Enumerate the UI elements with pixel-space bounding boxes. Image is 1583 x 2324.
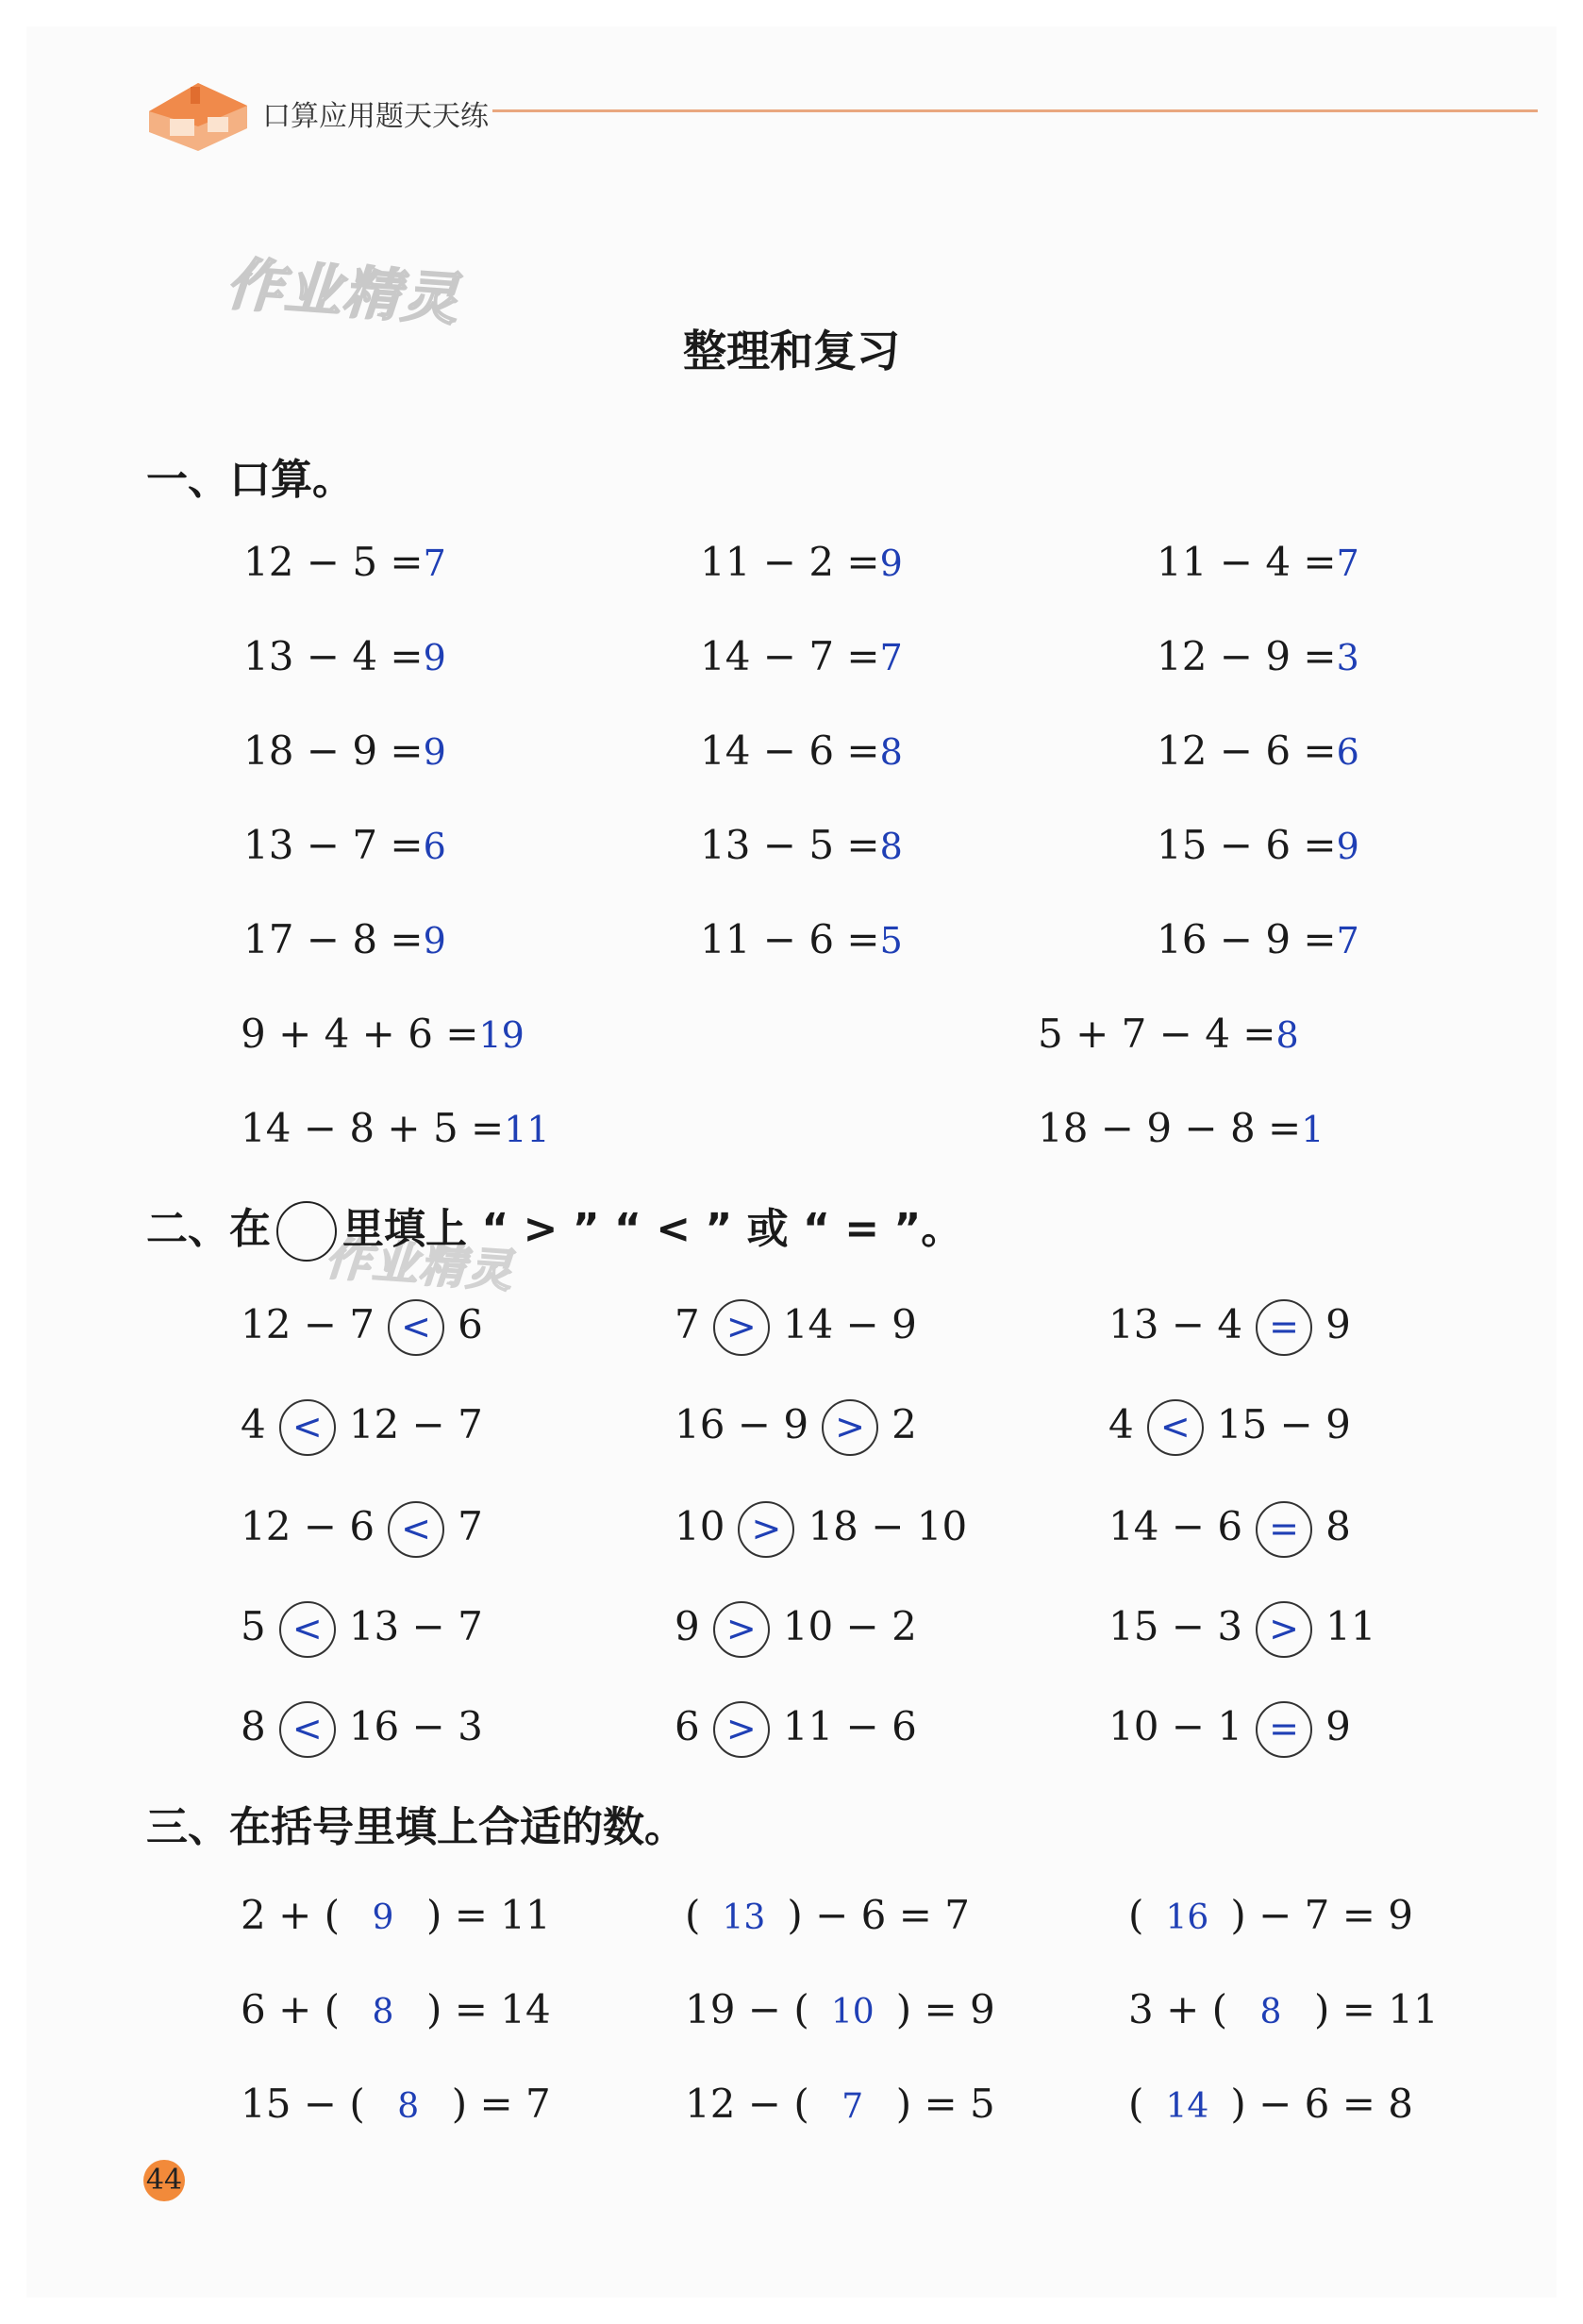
compare-item bbox=[675, 1296, 917, 1356]
house-icon bbox=[142, 74, 257, 153]
bracket-answer: 8 bbox=[372, 1993, 394, 2031]
oral-calc-item bbox=[700, 911, 903, 969]
oral-calc-item bbox=[243, 817, 446, 875]
compare-right: 11 bbox=[1325, 1603, 1376, 1649]
compare-right: 15 − 9 bbox=[1216, 1401, 1351, 1447]
bracket-pre: 19 − ( bbox=[685, 1986, 809, 2032]
compare-item bbox=[1108, 1396, 1351, 1456]
compare-left: 8 bbox=[241, 1703, 266, 1749]
fill-bracket-item bbox=[241, 1887, 551, 1947]
bracket-post: ) = 7 bbox=[451, 2081, 551, 2127]
compare-answer-circle: < bbox=[279, 1601, 336, 1658]
oral-calc-item bbox=[1038, 1006, 1299, 1063]
bracket-post: ) = 11 bbox=[1314, 1986, 1439, 2032]
calc-answer: 6 bbox=[423, 826, 446, 867]
calc-answer: 3 bbox=[1336, 637, 1359, 678]
blank-circle-icon bbox=[276, 1201, 337, 1262]
fill-bracket-item bbox=[1128, 1887, 1413, 1947]
calc-expression: 5 + 7 − 4 = bbox=[1038, 1011, 1276, 1057]
compare-answer-circle: > bbox=[822, 1399, 878, 1456]
compare-left: 9 bbox=[675, 1603, 700, 1649]
compare-right: 9 bbox=[1325, 1703, 1351, 1749]
calc-answer: 1 bbox=[1301, 1109, 1325, 1150]
compare-left: 15 − 3 bbox=[1108, 1603, 1243, 1649]
compare-right: 13 − 7 bbox=[348, 1603, 483, 1649]
fill-bracket-item bbox=[685, 2076, 995, 2135]
compare-right: 14 − 9 bbox=[782, 1301, 917, 1347]
oral-calc-item bbox=[243, 911, 446, 969]
calc-expression: 12 − 6 = bbox=[1157, 727, 1337, 774]
compare-item bbox=[241, 1296, 483, 1356]
bracket-pre: 15 − ( bbox=[241, 2081, 365, 2127]
bracket-answer: 7 bbox=[841, 2087, 864, 2126]
calc-expression: 18 − 9 − 8 = bbox=[1038, 1105, 1302, 1151]
calc-answer: 11 bbox=[504, 1109, 550, 1150]
compare-right: 7 bbox=[458, 1503, 483, 1549]
calc-expression: 17 − 8 = bbox=[243, 916, 424, 962]
calc-expression: 12 − 5 = bbox=[243, 539, 424, 585]
compare-answer-circle: > bbox=[713, 1701, 770, 1758]
compare-item bbox=[675, 1498, 967, 1558]
compare-left: 10 bbox=[675, 1503, 725, 1549]
compare-item bbox=[241, 1698, 483, 1758]
section-2-heading bbox=[146, 1195, 962, 1262]
bracket-answer: 8 bbox=[1259, 1993, 1282, 2031]
compare-left: 13 − 4 bbox=[1108, 1301, 1243, 1347]
compare-item bbox=[1108, 1296, 1351, 1356]
calc-answer: 7 bbox=[879, 637, 903, 678]
compare-item bbox=[1108, 1598, 1376, 1658]
compare-right: 8 bbox=[1325, 1503, 1351, 1549]
calc-expression: 16 − 9 = bbox=[1157, 916, 1337, 962]
section-3-heading: 三、在括号里填上合适的数。 bbox=[146, 1803, 686, 1851]
calc-answer: 9 bbox=[423, 731, 446, 773]
compare-answer-circle: < bbox=[279, 1701, 336, 1758]
fill-bracket-item bbox=[685, 1981, 995, 2041]
compare-item bbox=[241, 1598, 483, 1658]
compare-right: 10 − 2 bbox=[782, 1603, 917, 1649]
calc-answer: 5 bbox=[879, 920, 903, 961]
oral-calc-item bbox=[1038, 1100, 1324, 1158]
bracket-answer: 9 bbox=[372, 1898, 394, 1937]
fill-bracket-item bbox=[1128, 2076, 1413, 2135]
compare-left: 4 bbox=[1108, 1401, 1134, 1447]
calc-answer: 8 bbox=[879, 731, 903, 773]
compare-left: 14 − 6 bbox=[1108, 1503, 1243, 1549]
calc-answer: 7 bbox=[1336, 543, 1359, 584]
bracket-answer: 16 bbox=[1165, 1898, 1209, 1937]
compare-left: 12 − 6 bbox=[241, 1503, 375, 1549]
compare-answer-circle: = bbox=[1256, 1501, 1312, 1558]
bracket-pre: ( bbox=[1128, 2081, 1144, 2127]
calc-answer: 19 bbox=[478, 1014, 525, 1056]
bracket-post: ) = 14 bbox=[426, 1986, 551, 2032]
section-2-heading-post: 里填上 “ > ” “ < ” 或 “ = ”。 bbox=[342, 1205, 963, 1253]
calc-answer: 6 bbox=[1336, 731, 1359, 773]
oral-calc-item bbox=[241, 1100, 550, 1158]
compare-item bbox=[675, 1698, 917, 1758]
compare-right: 2 bbox=[891, 1401, 917, 1447]
calc-answer: 8 bbox=[1275, 1014, 1299, 1056]
oral-calc-item bbox=[1157, 534, 1359, 592]
bracket-post: ) − 6 = 7 bbox=[787, 1892, 971, 1938]
fill-bracket-item bbox=[685, 1887, 970, 1947]
calc-expression: 9 + 4 + 6 = bbox=[241, 1011, 479, 1057]
bracket-post: ) − 6 = 8 bbox=[1230, 2081, 1414, 2127]
oral-calc-item bbox=[1157, 628, 1359, 686]
calc-answer: 7 bbox=[423, 543, 446, 584]
fill-bracket-item bbox=[1128, 1981, 1439, 2041]
calc-expression: 18 − 9 = bbox=[243, 727, 424, 774]
bracket-answer: 14 bbox=[1165, 2087, 1209, 2126]
calc-expression: 12 − 9 = bbox=[1157, 633, 1337, 679]
oral-calc-item bbox=[243, 628, 446, 686]
bracket-answer: 8 bbox=[397, 2087, 420, 2126]
compare-right: 16 − 3 bbox=[348, 1703, 483, 1749]
compare-answer-circle: > bbox=[713, 1299, 770, 1356]
oral-calc-item bbox=[1157, 911, 1359, 969]
page-header bbox=[142, 74, 1538, 149]
calc-answer: 9 bbox=[423, 920, 446, 961]
compare-answer-circle: = bbox=[1256, 1701, 1312, 1758]
oral-calc-item bbox=[700, 817, 903, 875]
fill-bracket-item bbox=[241, 1981, 551, 2041]
bracket-post: ) = 5 bbox=[895, 2081, 995, 2127]
bracket-post: ) = 9 bbox=[895, 1986, 995, 2032]
compare-right: 9 bbox=[1325, 1301, 1351, 1347]
calc-expression: 11 − 2 = bbox=[700, 539, 880, 585]
compare-item bbox=[675, 1598, 917, 1658]
calc-answer: 8 bbox=[879, 826, 903, 867]
bracket-pre: 6 + ( bbox=[241, 1986, 340, 2032]
bracket-pre: 2 + ( bbox=[241, 1892, 340, 1938]
compare-answer-circle: < bbox=[279, 1399, 336, 1456]
calc-expression: 13 − 4 = bbox=[243, 633, 424, 679]
compare-answer-circle: = bbox=[1256, 1299, 1312, 1356]
compare-right: 12 − 7 bbox=[348, 1401, 483, 1447]
oral-calc-item bbox=[700, 628, 903, 686]
compare-answer-circle: < bbox=[388, 1299, 444, 1356]
calc-expression: 11 − 6 = bbox=[700, 916, 880, 962]
compare-left: 10 − 1 bbox=[1108, 1703, 1243, 1749]
calc-expression: 13 − 7 = bbox=[243, 822, 424, 868]
section-1-heading: 一、口算。 bbox=[146, 456, 354, 504]
calc-answer: 9 bbox=[1336, 826, 1359, 867]
bracket-pre: 12 − ( bbox=[685, 2081, 809, 2127]
bracket-pre: ( bbox=[1128, 1892, 1144, 1938]
compare-item bbox=[241, 1396, 483, 1456]
compare-right: 11 − 6 bbox=[782, 1703, 917, 1749]
page-title: 整理和复习 bbox=[683, 326, 900, 376]
compare-left: 16 − 9 bbox=[675, 1401, 809, 1447]
calc-expression: 13 − 5 = bbox=[700, 822, 880, 868]
compare-left: 7 bbox=[675, 1301, 700, 1347]
page-number: 44 bbox=[143, 2160, 185, 2201]
compare-answer-circle: > bbox=[738, 1501, 794, 1558]
oral-calc-item bbox=[243, 534, 446, 592]
oral-calc-item bbox=[700, 534, 903, 592]
oral-calc-item bbox=[241, 1006, 525, 1063]
calc-expression: 15 − 6 = bbox=[1157, 822, 1337, 868]
compare-left: 5 bbox=[241, 1603, 266, 1649]
watermark-secondary: 作业精灵 bbox=[323, 1232, 516, 1298]
section-2-heading-pre: 二、在 bbox=[146, 1205, 271, 1253]
calc-expression: 14 − 6 = bbox=[700, 727, 880, 774]
compare-item bbox=[241, 1498, 483, 1558]
bracket-answer: 13 bbox=[722, 1898, 766, 1937]
bracket-post: ) − 7 = 9 bbox=[1230, 1892, 1414, 1938]
calc-expression: 14 − 8 + 5 = bbox=[241, 1105, 505, 1151]
compare-item bbox=[1108, 1698, 1351, 1758]
oral-calc-item bbox=[1157, 817, 1359, 875]
compare-left: 4 bbox=[241, 1401, 266, 1447]
compare-answer-circle: < bbox=[1147, 1399, 1204, 1456]
compare-answer-circle: > bbox=[713, 1601, 770, 1658]
watermark: 作业精灵 bbox=[224, 251, 462, 334]
calc-answer: 7 bbox=[1336, 920, 1359, 961]
compare-right: 6 bbox=[458, 1301, 483, 1347]
oral-calc-item bbox=[700, 723, 903, 780]
bracket-answer: 10 bbox=[830, 1993, 875, 2031]
bracket-pre: 3 + ( bbox=[1128, 1986, 1227, 2032]
header-divider bbox=[492, 109, 1538, 112]
compare-answer-circle: < bbox=[388, 1501, 444, 1558]
oral-calc-item bbox=[243, 723, 446, 780]
calc-expression: 11 − 4 = bbox=[1157, 539, 1337, 585]
book-title: 口算应用题天天练 bbox=[262, 100, 489, 133]
compare-answer-circle: > bbox=[1256, 1601, 1312, 1658]
compare-right: 18 − 10 bbox=[808, 1503, 968, 1549]
calc-answer: 9 bbox=[879, 543, 903, 584]
compare-left: 12 − 7 bbox=[241, 1301, 375, 1347]
bracket-post: ) = 11 bbox=[426, 1892, 551, 1938]
compare-item bbox=[1108, 1498, 1351, 1558]
compare-item bbox=[675, 1396, 917, 1456]
compare-left: 6 bbox=[675, 1703, 700, 1749]
oral-calc-item bbox=[1157, 723, 1359, 780]
bracket-pre: ( bbox=[685, 1892, 701, 1938]
fill-bracket-item bbox=[241, 2076, 551, 2135]
calc-answer: 9 bbox=[423, 637, 446, 678]
calc-expression: 14 − 7 = bbox=[700, 633, 880, 679]
